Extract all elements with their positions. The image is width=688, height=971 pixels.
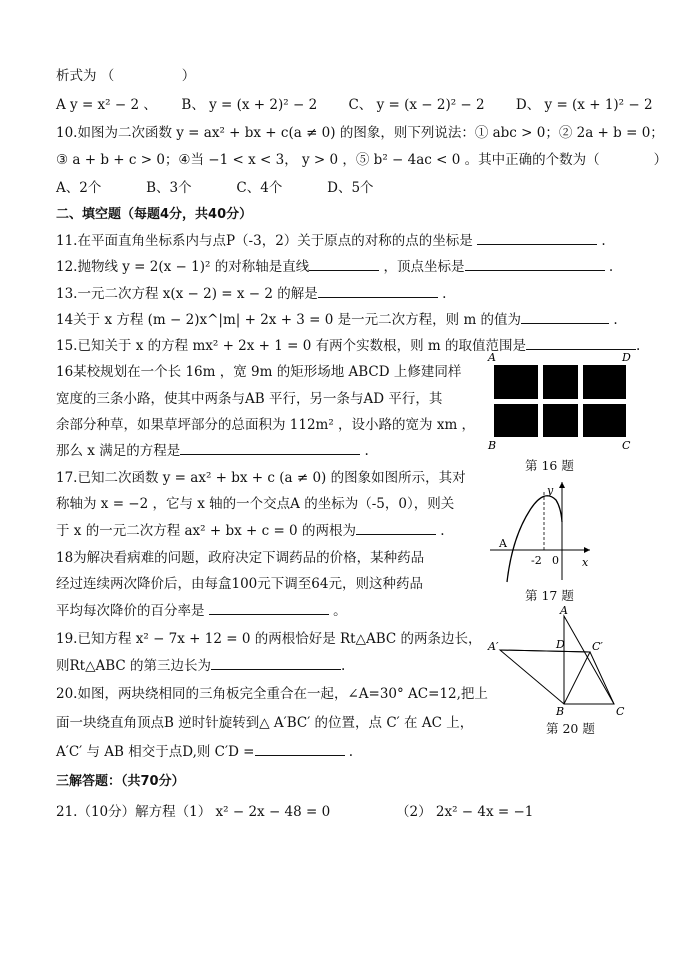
q12-axis-blank[interactable] [309,256,379,271]
figure-16-caption: 第 16 题 [525,458,574,473]
road-vertical-2 [578,365,583,437]
q17-line1: 17.已知二次函数 y = ax² + bx + c (a ≠ 0) 的图象如图所示，其对 [56,470,466,486]
y-axis-arrow [559,482,565,488]
label-A: A [488,351,496,364]
q9-options: A y = x² − 2 、 B、 y = (x + 2)² − 2 C、 y = (x − 2)² − 2 D、 y = (x + 1)² − 2 [56,97,653,113]
q13-answer-blank[interactable] [318,283,438,298]
q12: 12.抛物线 y = 2(x − 1)² 的对称轴是直线 ，顶点坐标是 . [56,255,613,275]
q16-line4: 那么 x 满足的方程是 . [56,439,369,459]
q9-tail: 析式为 （ ） [56,68,196,84]
label-minus-2: -2 [531,554,542,567]
label-B: B [488,439,497,450]
q16-answer-blank[interactable] [180,440,360,455]
q21: 21.（10分）解方程（1） x² − 2x − 48 = 0 （2） 2x² − 4x = −1 [56,804,534,820]
q20-line2: 面一块绕直角顶点B 逆时针旋转到△ A′BC′ 的位置，点 C′ 在 AC 上， [56,715,474,731]
q16-line3: 余部分种草，如果草坪部分的总面积为 112m² ，设小路的宽为 xm ， [56,417,476,433]
triangle-ABC [564,616,614,704]
q16-line2: 宽度的三条小路，使其中两条与AB 平行，另一条与AD 平行，其 [56,391,443,407]
q14: 14关于 x 方程 (m − 2)x^|m| + 2x + 3 = 0 是一元二次方程，则 m 的值为 . [56,308,618,328]
q18-line1: 18为解决看病难的问题，政府决定下调药品的价格，某种药品 [56,550,425,566]
label-B: B [556,705,565,716]
label-A-prime: A′ [488,640,499,653]
figure-17-caption: 第 17 题 [525,588,574,603]
q11-answer-blank[interactable] [477,230,597,245]
label-y: y [547,484,554,497]
road-vertical-1 [538,365,543,437]
q10-stem-2: ③ a + b + c > 0；④当 −1 < x < 3， y > 0 ，⑤ b² − 4ac < 0 。其中正确的个数为（ ） [56,152,668,168]
segment-A1C1 [500,650,590,652]
q13: 13.一元二次方程 x(x − 2) = x − 2 的解是 . [56,282,446,302]
figure-20-caption: 第 20 题 [546,721,595,736]
q19-line1: 19.已知方程 x² − 7x + 12 = 0 的两根恰好是 Rt△ABC 的两条边长， [56,631,482,647]
q11: 11.在平面直角坐标系内与点P（-3，2）关于原点的对称的点的坐标是 . [56,229,606,249]
label-0: 0 [552,554,559,567]
label-D: D [556,638,565,651]
figure-17-parabola [484,478,604,586]
q14-answer-blank[interactable] [521,309,609,324]
q18-answer-blank[interactable] [209,600,329,615]
q17-line3: 于 x 的一元二次方程 ax² + bx + c = 0 的两根为 . [56,519,445,539]
figure-16-field [484,350,634,450]
section-3-heading: 三解答题：（共70分） [56,774,185,789]
q10-stem: 10.如图为二次函数 y = ax² + bx + c(a ≠ 0) 的图象，则下列说法：① abc > 0；② 2a + b = 0； [56,125,664,141]
q20-line3: A′C′ 与 AB 相交于点D,则 C′D = . [56,740,353,760]
label-x: x [582,556,589,569]
q20-answer-blank[interactable] [255,741,345,756]
triangle-A1BC1 [500,650,590,704]
q19-line2: 则Rt△ABC 的第三边长为 . [56,654,345,674]
q16-line1: 16某校规划在一个长 16m ，宽 9m 的矩形场地 ABCD 上修建同样 [56,364,462,380]
label-C-prime: C′ [592,640,603,653]
road-horizontal [494,399,626,404]
q15-answer-blank[interactable] [526,335,636,350]
q10-options: A、2个 B、3个 C、4个 D、5个 [56,180,374,196]
q18-line2: 经过连续两次降价后，由每盒100元下调至64元，则这种药品 [56,576,423,592]
q17-answer-blank[interactable] [356,520,436,535]
label-C: C [622,439,631,450]
section-2-heading: 二、填空题（每题4分，共40分） [56,207,253,222]
q15: 15.已知关于 x 的方程 mx² + 2x + 1 = 0 有两个实数根，则 m 的取值范围是 . [56,334,640,354]
label-A: A [499,537,507,550]
q20-line1: 20.如图，两块绕相同的三角板完全重合在一起，∠A=30° AC=12,把上 [56,686,488,702]
segment-C1C [590,652,614,704]
label-D: D [622,351,631,364]
parabola-curve [507,496,562,582]
label-C: C [616,705,625,716]
q12-vertex-blank[interactable] [465,256,605,271]
q19-answer-blank[interactable] [211,655,341,670]
figure-20-triangles [484,604,634,716]
q18-line3: 平均每次降价的百分率是 。 [56,599,347,619]
q17-line2: 称轴为 x = −2 ，它与 x 轴的一个交点A 的坐标为（-5，0），则关 [56,496,455,512]
label-A: A [560,604,568,617]
x-axis-arrow [584,547,590,553]
